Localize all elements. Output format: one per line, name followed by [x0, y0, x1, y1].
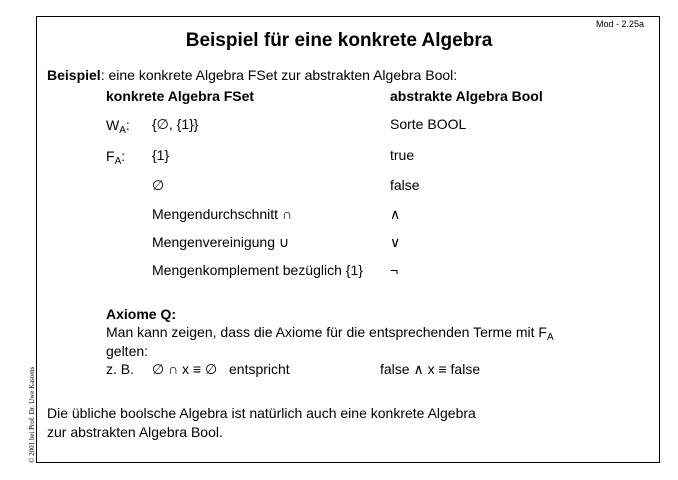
slide-frame [36, 16, 660, 463]
w-subscript: A [119, 125, 126, 136]
w-colon: : [125, 117, 130, 133]
f-colon: : [121, 148, 126, 164]
axioms-line2: gelten: [106, 343, 149, 359]
f-subscript: A [114, 156, 122, 167]
example-concrete: ∅ ∩ x ≡ ∅ [152, 361, 218, 377]
copyright-note: © 2001 bei Prof. Dr. Uwe Kastens [28, 366, 36, 463]
f-label [106, 148, 126, 167]
axioms-heading: Axiome Q: [106, 306, 177, 322]
f-row-and-abstract: ∧ [390, 206, 401, 222]
w-label [106, 117, 130, 136]
w-letter: W [106, 117, 120, 133]
example-relation: entspricht [229, 361, 290, 377]
example-label: z. B. [106, 361, 135, 377]
f-row-false-abstract: false [390, 177, 420, 193]
f-row-or-concrete: Mengenvereinigung ∪ [152, 234, 290, 250]
intro-text: : eine konkrete Algebra FSet zur abstrakten Algebra Bool: [100, 67, 458, 83]
axioms-line1 [106, 324, 554, 343]
f-row-true-concrete: {1} [152, 147, 170, 163]
f-row-not-abstract: ¬ [390, 262, 399, 278]
header-concrete: konkrete Algebra FSet [106, 88, 255, 104]
f-row-and-concrete: Mengendurchschnitt ∩ [152, 206, 293, 222]
intro-label: Beispiel [47, 67, 101, 83]
page-title: Beispiel für eine konkrete Algebra [185, 30, 493, 51]
f-row-not-concrete: Mengenkomplement bezüglich {1} [152, 262, 363, 278]
w-concrete: {∅, {1}} [152, 116, 199, 132]
closing-line1: Die übliche boolsche Algebra ist natürlich auch eine konkrete Algebra [47, 405, 476, 421]
header-abstract: abstrakte Algebra Bool [390, 88, 543, 104]
f-row-false-concrete: ∅ [152, 177, 165, 193]
intro-line [47, 67, 457, 83]
f-letter: F [106, 148, 115, 164]
w-abstract: Sorte BOOL [390, 116, 467, 132]
f-row-or-abstract: ∨ [390, 234, 401, 250]
example-abstract: false ∧ x ≡ false [380, 361, 481, 377]
axioms-line1-text: Man kann zeigen, dass die Axiome für die entsprechenden Terme mit F [106, 324, 547, 340]
slide-id: Mod - 2.25a [596, 19, 645, 29]
closing-line2: zur abstrakten Algebra Bool. [47, 424, 223, 440]
axioms-line1-subscript: A [546, 332, 554, 343]
f-row-true-abstract: true [390, 147, 415, 163]
